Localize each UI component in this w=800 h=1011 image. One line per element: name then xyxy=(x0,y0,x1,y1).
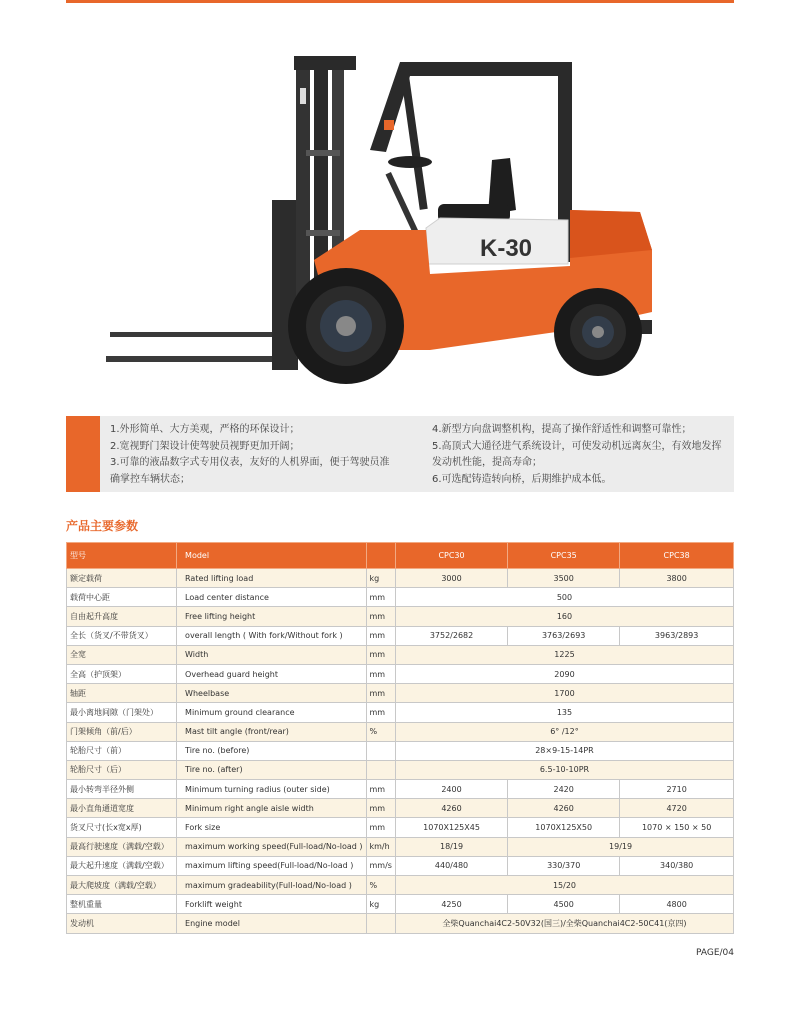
top-accent-rule xyxy=(66,0,734,3)
cell-param-zh: 最小转弯半径外侧 xyxy=(67,780,177,799)
cell-unit: mm xyxy=(366,799,395,818)
cell-value: 全柴Quanchai4C2-50V32(国三)/全柴Quanchai4C2-50C41(京四) xyxy=(395,914,733,933)
cell-param-en: Minimum turning radius (outer side) xyxy=(177,780,366,799)
cell-param-zh: 轮胎尺寸（后） xyxy=(67,760,177,779)
cell-value: 4260 xyxy=(508,799,620,818)
cell-value: 3800 xyxy=(620,569,734,588)
cell-param-zh: 最小直角通道宽度 xyxy=(67,799,177,818)
table-row xyxy=(67,818,734,837)
cell-value: 4260 xyxy=(395,799,507,818)
cell-value: 4800 xyxy=(620,895,734,914)
cell-unit: kg xyxy=(366,569,395,588)
feature-line: 发动机性能，提高寿命； xyxy=(432,457,542,468)
table-row xyxy=(67,856,734,875)
table-row xyxy=(67,837,734,856)
cell-unit: % xyxy=(366,876,395,895)
cell-value: 1070X125X45 xyxy=(395,818,507,837)
section-title: 产品主要参数 xyxy=(66,519,139,533)
cell-param-zh: 货叉尺寸(长x宽x厚) xyxy=(67,818,177,837)
spec-table xyxy=(66,542,734,934)
table-row xyxy=(67,760,734,779)
cell-value: 330/370 xyxy=(508,856,620,875)
cell-value: 3752/2682 xyxy=(395,626,507,645)
cell-param-en: Fork size xyxy=(177,818,366,837)
cell-value: 2420 xyxy=(508,780,620,799)
cell-param-zh: 门架倾角（前/后） xyxy=(67,722,177,741)
cell-value: 3500 xyxy=(508,569,620,588)
cell-param-en: Width xyxy=(177,645,366,664)
table-header-row xyxy=(67,543,734,569)
cell-param-en: Forklift weight xyxy=(177,895,366,914)
cell-param-en: Engine model xyxy=(177,914,366,933)
cell-unit: mm xyxy=(366,703,395,722)
cell-param-en: Minimum right angle aisle width xyxy=(177,799,366,818)
table-row xyxy=(67,780,734,799)
table-row xyxy=(67,588,734,607)
header-model: CPC30 xyxy=(395,543,507,569)
cell-value: 1700 xyxy=(395,684,733,703)
header-zh: 型号 xyxy=(67,543,177,569)
cell-param-zh: 载荷中心距 xyxy=(67,588,177,607)
cell-param-en: Tire no. (after) xyxy=(177,760,366,779)
cell-param-zh: 整机重量 xyxy=(67,895,177,914)
cell-param-en: Overhead guard height xyxy=(177,664,366,683)
product-badge: K-30 xyxy=(480,235,533,262)
table-row xyxy=(67,722,734,741)
cell-param-zh: 最小离地间隙（门架处） xyxy=(67,703,177,722)
table-row xyxy=(67,895,734,914)
cell-param-zh: 轮胎尺寸（前） xyxy=(67,741,177,760)
cell-unit xyxy=(366,914,395,933)
cell-value: 4500 xyxy=(508,895,620,914)
cell-unit: mm xyxy=(366,645,395,664)
features-left-column xyxy=(110,422,410,488)
cell-value: 3763/2693 xyxy=(508,626,620,645)
feature-line: 6.可选配铸造转向桥，后期维护成本低。 xyxy=(432,473,612,485)
cell-unit: mm xyxy=(366,588,395,607)
forklift-image xyxy=(100,50,660,390)
header-unit xyxy=(366,543,395,569)
feature-line: 5.高顶式大通径进气系统设计，可使发动机远离灰尘，有效地发挥 xyxy=(432,440,722,452)
cell-param-en: Load center distance xyxy=(177,588,366,607)
table-row xyxy=(67,626,734,645)
cell-unit: mm/s xyxy=(366,856,395,875)
cell-unit: mm xyxy=(366,818,395,837)
cell-param-en: Free lifting height xyxy=(177,607,366,626)
cell-param-en: overall length ( With fork/Without fork ) xyxy=(177,626,366,645)
cell-unit: mm xyxy=(366,664,395,683)
cell-value: 6° /12° xyxy=(395,722,733,741)
cell-unit: mm xyxy=(366,780,395,799)
table-row xyxy=(67,799,734,818)
table-row xyxy=(67,684,734,703)
header-model: CPC35 xyxy=(508,543,620,569)
feature-line: 确掌控车辆状态； xyxy=(110,473,190,485)
cell-param-zh: 全宽 xyxy=(67,645,177,664)
cell-value: 4720 xyxy=(620,799,734,818)
cell-unit xyxy=(366,741,395,760)
cell-param-en: Minimum ground clearance xyxy=(177,703,366,722)
cell-param-en: maximum gradeability(Full-load/No-load ) xyxy=(177,876,366,895)
cell-param-zh: 轴距 xyxy=(67,684,177,703)
cell-param-en: maximum lifting speed(Full-load/No-load ) xyxy=(177,856,366,875)
cell-value: 18/19 xyxy=(395,837,507,856)
cell-value: 440/480 xyxy=(395,856,507,875)
cell-value: 3000 xyxy=(395,569,507,588)
table-row xyxy=(67,876,734,895)
cell-param-zh: 全高（护顶架） xyxy=(67,664,177,683)
cell-param-en: maximum working speed(Full-load/No-load ) xyxy=(177,837,366,856)
table-row xyxy=(67,914,734,933)
cell-param-en: Tire no. (before) xyxy=(177,741,366,760)
cell-param-zh: 最大爬坡度（满载/空载） xyxy=(67,876,177,895)
cell-value: 160 xyxy=(395,607,733,626)
cell-value: 28×9-15-14PR xyxy=(395,741,733,760)
cell-value: 340/380 xyxy=(620,856,734,875)
cell-unit: mm xyxy=(366,626,395,645)
cell-param-zh: 发动机 xyxy=(67,914,177,933)
cell-unit: mm xyxy=(366,607,395,626)
header-en: Model xyxy=(177,543,366,569)
cell-param-zh: 全长（货叉/不带货叉） xyxy=(67,626,177,645)
cell-param-en: Mast tilt angle (front/rear) xyxy=(177,722,366,741)
cell-value: 4250 xyxy=(395,895,507,914)
cell-value: 1070 × 150 × 50 xyxy=(620,818,734,837)
cell-unit: km/h xyxy=(366,837,395,856)
cell-param-en: Wheelbase xyxy=(177,684,366,703)
table-row xyxy=(67,664,734,683)
cell-value: 2710 xyxy=(620,780,734,799)
cell-value: 1225 xyxy=(395,645,733,664)
table-row xyxy=(67,607,734,626)
feature-line: 1.外形简单、大方美观，严格的环保设计； xyxy=(110,424,300,435)
cell-unit: mm xyxy=(366,684,395,703)
table-row xyxy=(67,569,734,588)
cell-param-zh: 额定载荷 xyxy=(67,569,177,588)
cell-value: 6.5-10-10PR xyxy=(395,760,733,779)
cell-param-en: Rated lifting load xyxy=(177,569,366,588)
cell-unit: % xyxy=(366,722,395,741)
cell-unit xyxy=(366,760,395,779)
features-accent-block xyxy=(66,416,100,492)
feature-line: 4.新型方向盘调整机构，提高了操作舒适性和调整可靠性； xyxy=(432,424,692,435)
features-right-column xyxy=(432,422,732,488)
cell-value: 2090 xyxy=(395,664,733,683)
table-row xyxy=(67,703,734,722)
feature-line: 2.宽视野门架设计使驾驶员视野更加开阔； xyxy=(110,440,300,452)
cell-value: 15/20 xyxy=(395,876,733,895)
feature-line: 3.可靠的液晶数字式专用仪表，友好的人机界面，便于驾驶员准 xyxy=(110,457,390,468)
cell-value: 135 xyxy=(395,703,733,722)
table-row xyxy=(67,741,734,760)
cell-value: 500 xyxy=(395,588,733,607)
cell-param-zh: 最高行驶速度（满载/空载） xyxy=(67,837,177,856)
cell-param-zh: 最大起升速度（满载/空载） xyxy=(67,856,177,875)
features-band xyxy=(66,416,734,492)
cell-value: 2400 xyxy=(395,780,507,799)
cell-param-zh: 自由起升高度 xyxy=(67,607,177,626)
cell-value: 19/19 xyxy=(508,837,734,856)
cell-value: 3963/2893 xyxy=(620,626,734,645)
cell-unit: kg xyxy=(366,895,395,914)
table-row xyxy=(67,645,734,664)
page-number: PAGE/04 xyxy=(696,948,734,958)
header-model: CPC38 xyxy=(620,543,734,569)
cell-value: 1070X125X50 xyxy=(508,818,620,837)
